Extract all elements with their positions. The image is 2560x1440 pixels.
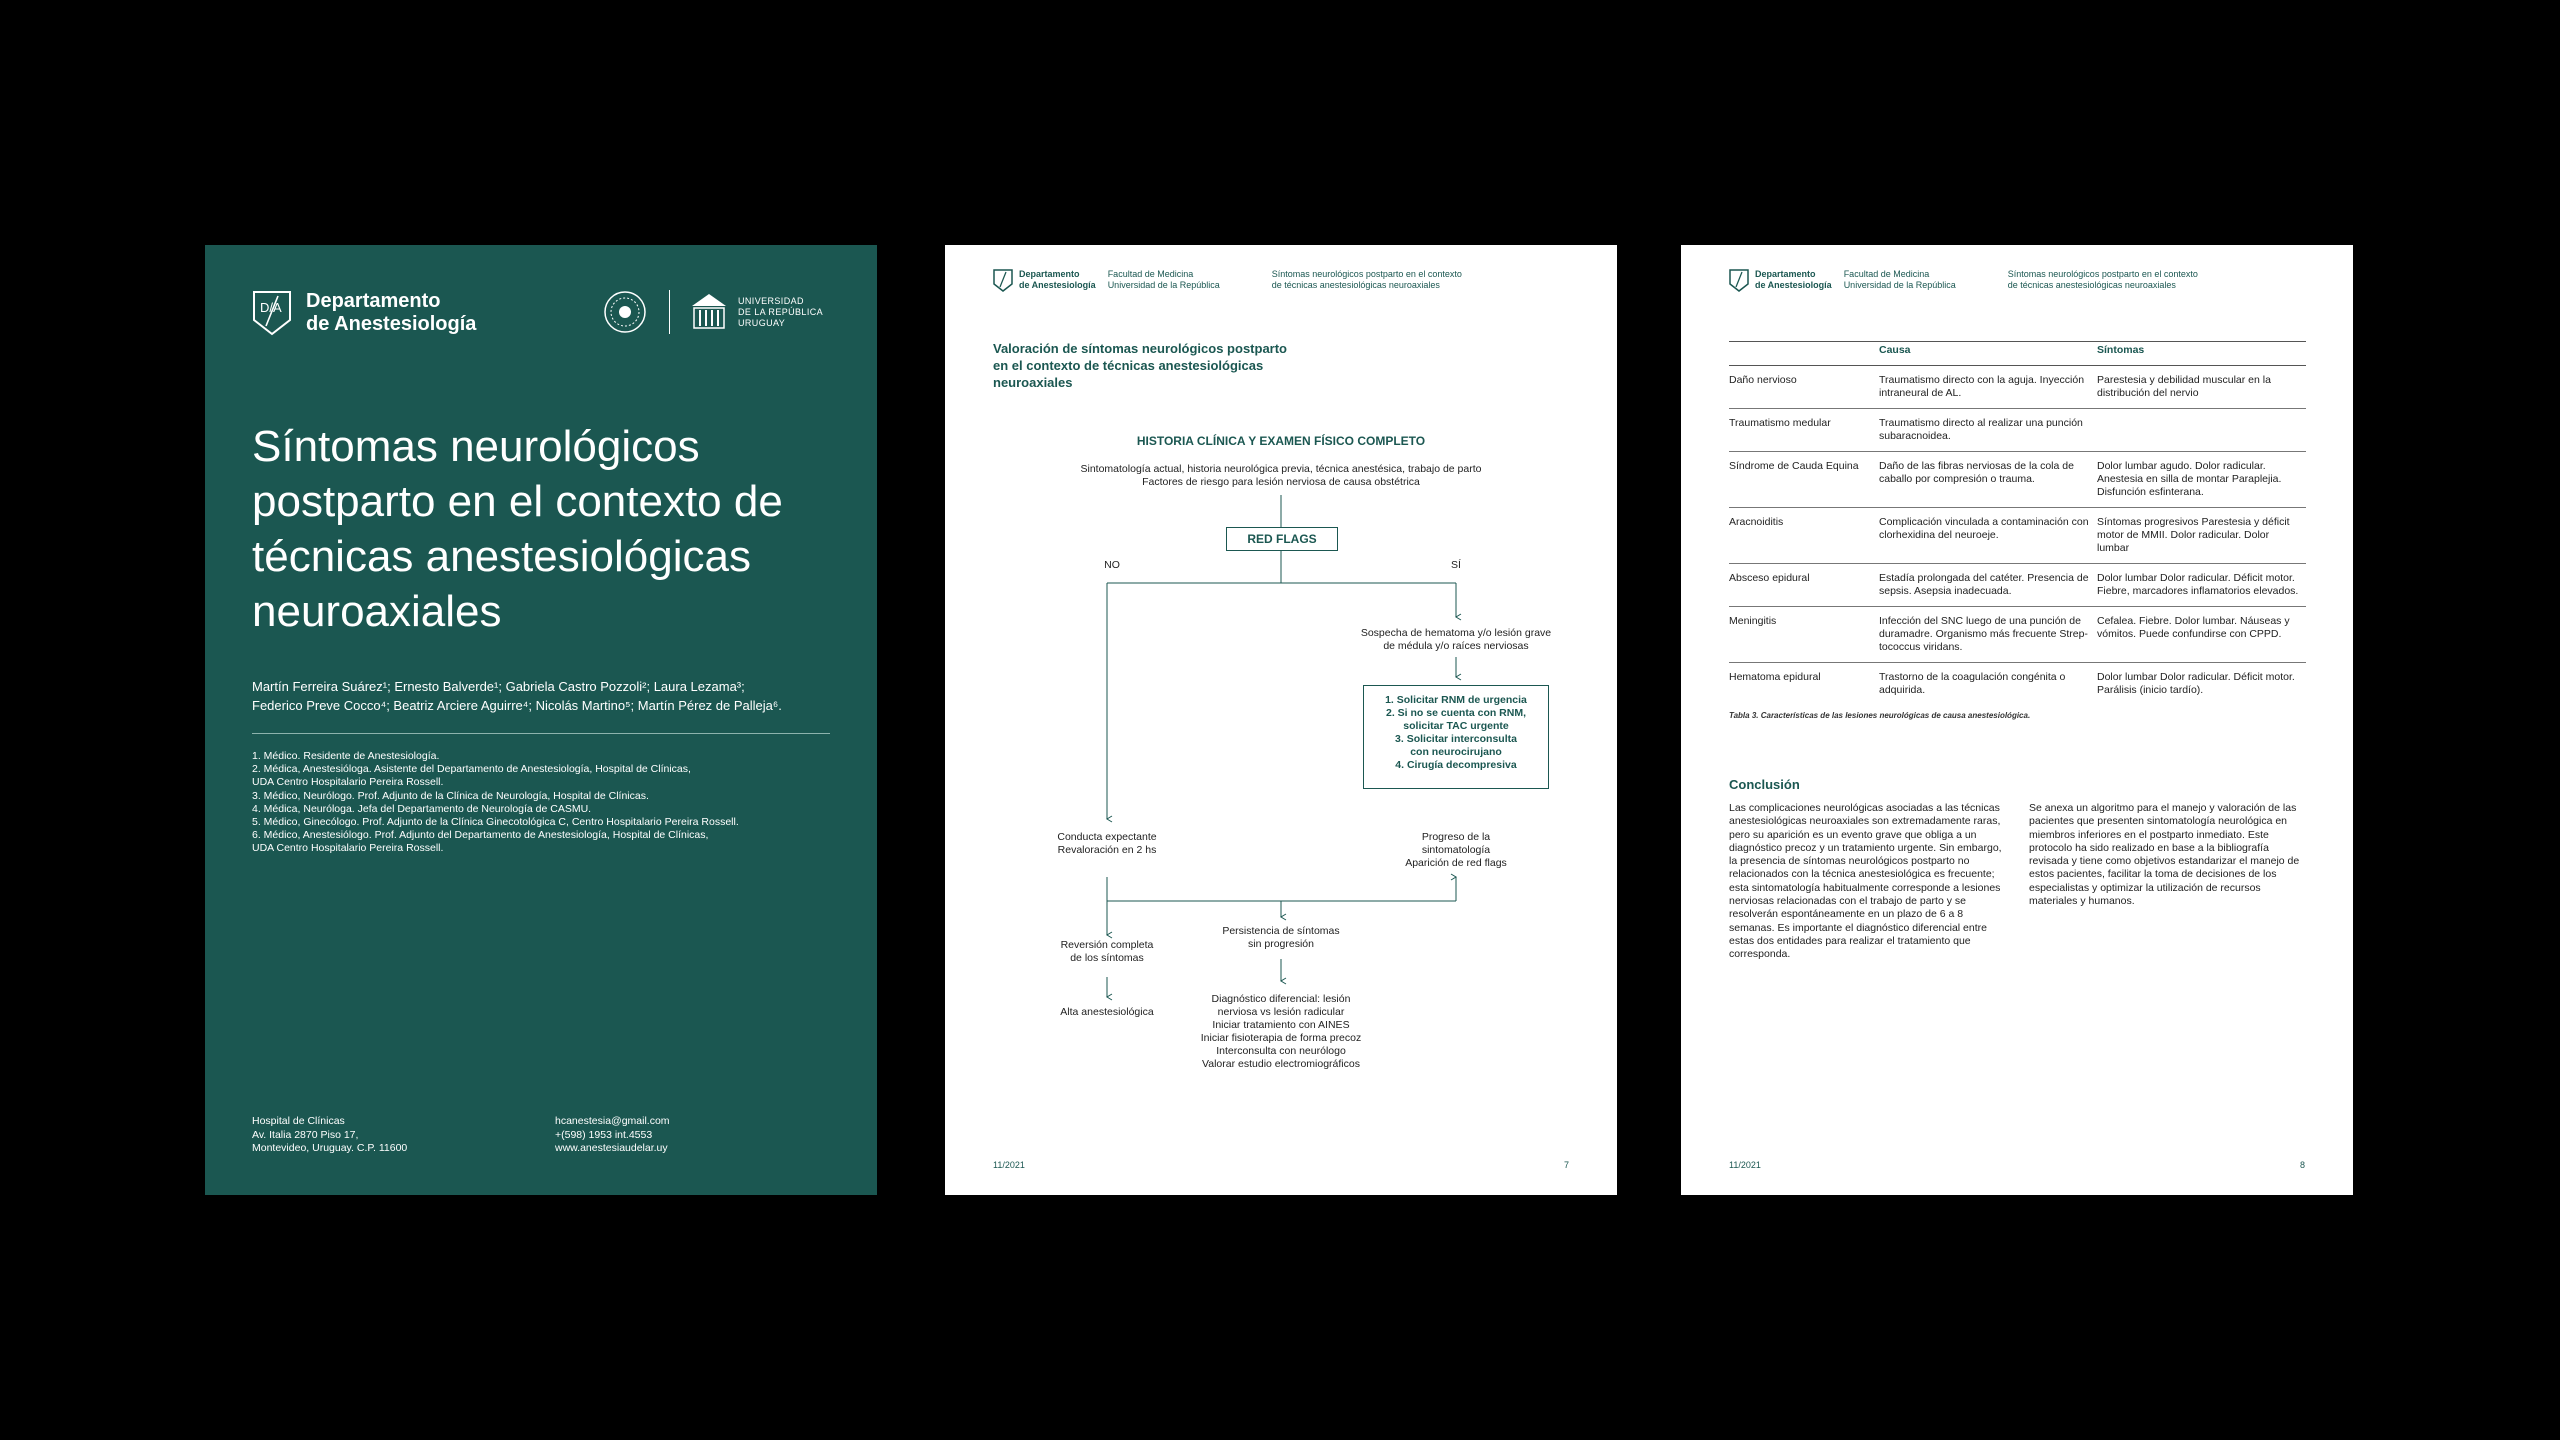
diagnostico-line: nerviosa vs lesión radicular	[1217, 1006, 1345, 1018]
fc-progreso	[1356, 831, 1556, 870]
header-dept-line1: Departamento	[1755, 269, 1816, 279]
diagnostico-line: Valorar estudio electromiográficos	[1202, 1058, 1360, 1070]
affiliations	[252, 750, 852, 856]
conclusion-left-column: Las complicaciones neurológicas asociadas a las técnicas anestesiológicas neuroaxiales son extremadamente raras, pero su aparición es un evento grave que obliga a un diagnóstico precoz y un tratamiento urgente. Sin embargo, la presencia de síntomas neurológicos postparto no relacionados con la técnica anestesiológica es frecuente; esta sintomatología habitualmente corresponde a lesiones nerviosas relacionadas con el trabajo de parto y se resolverán espontáneamente en un plazo de 6 a 8 semanas. Es importante el diagnóstico diferencial entre estas dos entidades para realizar el tratamiento que corresponda.	[1729, 802, 2002, 961]
table-row	[1729, 452, 2306, 508]
fc-intro-line2: Factores de riesgo para lesión nerviosa de causa obstétrica	[1142, 476, 1420, 488]
table-cell: Dolor lumbar Dolor radicular. Déficit motor. Fiebre, marcadores inflamatorios elevados.	[2097, 564, 2306, 607]
header-running-title	[2008, 269, 2198, 291]
table-cell: Parestesia y debilidad muscular en la distribución del nervio	[2097, 366, 2306, 409]
affiliation-line: 4. Médica, Neuróloga. Jefa del Departamento de Neurología de CASMU.	[252, 802, 592, 815]
institution-seals	[603, 290, 823, 334]
table-cell: Absceso epidural	[1729, 564, 1879, 607]
contact-email[interactable]: hcanestesia@gmail.com	[555, 1115, 670, 1127]
fc-sospecha	[1326, 627, 1586, 653]
conducta-line1: Conducta expectante	[1057, 831, 1157, 843]
authors-line2: Federico Preve Cocco⁴; Beatriz Arciere Aguirre⁴; Nicolás Martino⁵; Martín Pérez de Palleja⁶.	[252, 698, 782, 713]
table-row	[1729, 607, 2306, 663]
diagnostico-line: Iniciar tratamiento con AINES	[1212, 1019, 1350, 1031]
progreso-line2: sintomatología	[1421, 844, 1491, 856]
udelar-line2: DE LA REPÚBLICA	[738, 306, 824, 317]
table-header-cell	[1729, 342, 1879, 366]
fc-alta: Alta anestesiológica	[1060, 1006, 1154, 1018]
logo-mark-d: D/A	[260, 300, 282, 315]
header-fac-line1: Facultad de Medicina	[1107, 269, 1194, 279]
address-line1: Hospital de Clínicas	[252, 1115, 345, 1127]
table-header-row	[1729, 342, 2306, 366]
table-row	[1729, 663, 2306, 706]
seal-divider	[669, 290, 670, 334]
contact	[555, 1115, 670, 1156]
table-row	[1729, 508, 2306, 564]
diagnostico-line: Iniciar fisioterapia de forma precoz	[1200, 1032, 1362, 1044]
address-line3: Montevideo, Uruguay. C.P. 11600	[252, 1142, 408, 1154]
department-name	[306, 290, 476, 336]
udelar-building-icon	[690, 292, 728, 332]
page-7	[945, 245, 1617, 1195]
table-cell: Daño nervioso	[1729, 366, 1879, 409]
da-logo-icon	[252, 290, 292, 336]
persistencia-line2: sin progresión	[1248, 938, 1314, 950]
progreso-line3: Aparición de red flags	[1405, 857, 1507, 869]
department-logo	[252, 290, 476, 336]
diagnostico-line: Diagnóstico diferencial: lesión	[1211, 993, 1351, 1005]
fc-intro	[1031, 463, 1531, 489]
udelar-name	[738, 296, 823, 329]
header-run-line1: Síntomas neurológicos postparto en el contexto	[2007, 269, 2198, 279]
udelar-line1: UNIVERSIDAD	[738, 295, 804, 306]
urgent-actions-box	[1363, 685, 1549, 789]
affiliation-line: UDA Centro Hospitalario Pereira Rossell.	[252, 842, 444, 855]
table-cell: Cefalea. Fiebre. Dolor lumbar. Náuseas y vómitos. Puede confundirse con CPPD.	[2097, 607, 2306, 663]
table-cell: Síndrome de Cauda Equina	[1729, 452, 1879, 508]
authors-line1: Martín Ferreira Suárez¹; Ernesto Balverde¹; Gabriela Castro Pozzoli²; Laura Lezama³;	[252, 679, 745, 694]
table-cell: Hematoma epidural	[1729, 671, 1821, 683]
sospecha-line1: Sospecha de hematoma y/o lesión grave	[1360, 627, 1552, 639]
conclusion-heading: Conclusión	[1729, 777, 1800, 792]
header-dept-line1: Departamento	[1019, 269, 1080, 279]
affiliation-line: UDA Centro Hospitalario Pereira Rossell.	[252, 776, 444, 789]
table-cell: Daño de las fibras nerviosas de la cola de caballo por compresión o trauma.	[1879, 452, 2097, 508]
table-header-cell: Causa	[1879, 342, 2097, 366]
table-header-cell: Síntomas	[2097, 342, 2306, 366]
page-number: 7	[1563, 1160, 1569, 1170]
page-date: 11/2021	[1729, 1160, 1761, 1170]
page-number: 8	[2299, 1160, 2305, 1170]
fc-persistencia	[1181, 925, 1381, 951]
branch-si: SÍ	[1451, 559, 1461, 571]
authors	[252, 677, 852, 715]
affiliation-line: 5. Médico, Ginecólogo. Prof. Adjunto de la Clínica Ginecotológica C, Centro Hospitalario Pereira Rossell.	[252, 816, 739, 829]
urgent-line: solicitar TAC urgente	[1403, 720, 1509, 732]
page-header	[1729, 269, 2198, 292]
fc-conducta	[1007, 831, 1207, 857]
dept-line2: de Anestesiología	[306, 313, 477, 335]
table-cell	[2097, 409, 2306, 452]
fc-diagnostico	[1156, 993, 1406, 1071]
fc-reversion	[1007, 939, 1207, 965]
table-row	[1729, 366, 2306, 409]
faculty-seal-icon	[603, 290, 647, 334]
affiliation-line: 1. Médico. Residente de Anestesiología.	[252, 750, 440, 762]
contact-phone: +(598) 1953 int.4553	[555, 1128, 653, 1141]
cover-divider	[252, 733, 830, 734]
cover-title: Síntomas neurológicos postparto en el contexto de técnicas anestesiológicas neuroaxiales	[252, 422, 783, 636]
table-cell: Traumatismo directo al realizar una punción subaracnoidea.	[1879, 409, 2097, 452]
reversion-line1: Reversión completa	[1060, 939, 1154, 951]
table-row	[1729, 409, 2306, 452]
da-logo-icon	[1729, 269, 1749, 292]
header-run-line2: de técnicas anestesiológicas neuroaxiales	[2007, 280, 2176, 290]
urgent-line: 2. Si no se cuenta con RNM,	[1385, 707, 1527, 719]
table-cell: Dolor lumbar agudo. Dolor radicular. Anestesia en silla de montar Paraplejia. Disfunción esfinterana.	[2097, 452, 2306, 508]
dept-line1: Departamento	[306, 290, 441, 312]
table-cell: Dolor lumbar Dolor radicular. Déficit motor. Parálisis (inicio tardío).	[2097, 671, 2295, 696]
table-cell: Trastorno de la coagulación congénita o adquirida.	[1879, 671, 2066, 696]
header-run-line2: de técnicas anestesiológicas neuroaxiales	[1271, 280, 1440, 290]
table-cell: Estadía prolongada del catéter. Presencia de sepsis. Asepsia inadecuada.	[1879, 564, 2097, 607]
affiliation-line: 3. Médico, Neurólogo. Prof. Adjunto de la Clínica de Neurología, Hospital de Clínicas.	[252, 789, 649, 802]
urgent-line: 4. Cirugía decompresiva	[1395, 759, 1517, 771]
table-cell: Síntomas progresivos Parestesia y déficit motor de MMII. Dolor radicular. Dolor lumbar	[2097, 508, 2306, 564]
table-cell: Traumatismo medular	[1729, 409, 1879, 452]
address	[252, 1115, 407, 1156]
contact-website[interactable]: www.anestesiaudelar.uy	[555, 1142, 668, 1154]
lesions-table	[1729, 341, 2306, 705]
table-cell: Traumatismo directo con la aguja. Inyección intraneural de AL.	[1879, 366, 2097, 409]
urgent-line: con neurocirujano	[1410, 746, 1502, 758]
progreso-line1: Progreso de la	[1421, 831, 1491, 843]
table-cell: Complicación vinculada a contaminación con clorhexidina del neuroeje.	[1879, 508, 2097, 564]
conducta-line2: Revaloración en 2 hs	[1057, 844, 1157, 856]
header-fac-line1: Facultad de Medicina	[1843, 269, 1930, 279]
sospecha-line2: de médula y/o raíces nerviosas	[1383, 640, 1529, 652]
urgent-line: 3. Solicitar interconsulta	[1395, 733, 1517, 745]
header-run-line1: Síntomas neurológicos postparto en el contexto	[1271, 269, 1462, 279]
page-date: 11/2021	[993, 1160, 1025, 1170]
fc-intro-line1: Sintomatología actual, historia neurológica previa, técnica anestésica, trabajo de parto	[1080, 463, 1482, 475]
udelar-line3: URUGUAY	[738, 317, 786, 328]
address-line2: Av. Italia 2870 Piso 17,	[252, 1128, 359, 1141]
reversion-line2: de los síntomas	[1070, 952, 1144, 964]
fc-heading: HISTORIA CLÍNICA Y EXAMEN FÍSICO COMPLETO	[1136, 434, 1426, 448]
header-faculty	[1844, 269, 1956, 291]
table-row	[1729, 564, 2306, 607]
red-flags-box: RED FLAGS	[1226, 527, 1338, 551]
header-dept	[1755, 269, 1832, 291]
header-dept-line2: de Anestesiología	[1019, 280, 1096, 290]
diagnostico-line: Interconsulta con neurólogo	[1216, 1045, 1346, 1057]
table-cell: Aracnoiditis	[1729, 508, 1879, 564]
section-title: Valoración de síntomas neurológicos postparto en el contexto de técnicas anestesiológicas neuroaxiales	[993, 341, 1287, 390]
branch-no: NO	[1104, 559, 1120, 571]
cover-page	[205, 245, 877, 1195]
page-8	[1681, 245, 2353, 1195]
urgent-line: 1. Solicitar RNM de urgencia	[1385, 694, 1527, 706]
persistencia-line1: Persistencia de síntomas	[1222, 925, 1340, 937]
header-fac-line2: Universidad de la República	[1107, 280, 1220, 290]
table-cell: Infección del SNC luego de una punción de duramadre. Organismo más frecuente Strep-tococcus viridans.	[1879, 607, 2097, 663]
header-dept-line2: de Anestesiología	[1755, 280, 1832, 290]
table-caption: Tabla 3. Características de las lesiones neurológicas de causa anestesiológica.	[1729, 711, 2031, 720]
affiliation-line: 2. Médica, Anestesióloga. Asistente del Departamento de Anestesiología, Hospital de Clínicas,	[252, 763, 691, 776]
affiliation-line: 6. Médico, Anestesiólogo. Prof. Adjunto del Departamento de Anestesiología, Hospital de Clínicas,	[252, 829, 709, 842]
table-cell: Meningitis	[1729, 607, 1879, 663]
conclusion-right-column: Se anexa un algoritmo para el manejo y valoración de las pacientes que presenten sintomatología neurológica en miembros inferiores en el postparto inmediato. Este protocolo ha sido realizado en base a la bibliografía revisada y tiene como objetivos estandarizar el manejo de estos pacientes, facilitar la toma de decisiones de los especialistas y optimizar la utilización de recursos materiales y humanos.	[2029, 802, 2300, 908]
header-fac-line2: Universidad de la República	[1843, 280, 1956, 290]
